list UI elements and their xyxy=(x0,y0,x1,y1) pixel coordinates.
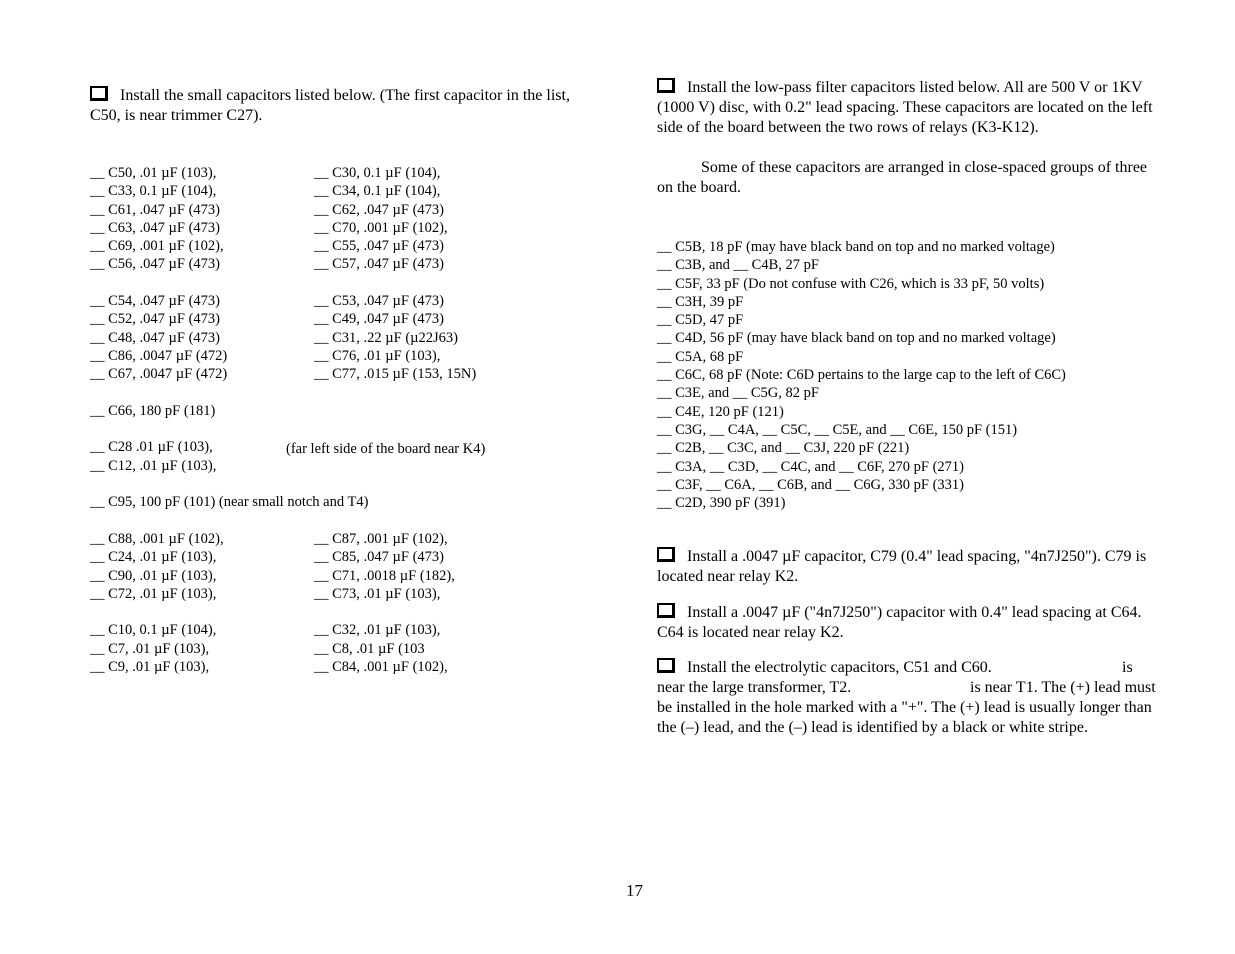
list-item: __ C72, .01 µF (103), xyxy=(90,585,217,602)
list-item: __ C4E, 120 pF (121) xyxy=(657,403,784,420)
list-item: __ C3A, __ C3D, __ C4C, and __ C6F, 270 pF (271) xyxy=(657,458,964,475)
list-spacer xyxy=(90,274,300,292)
list-item: __ C3B, and __ C4B, 27 pF xyxy=(657,257,819,274)
list-item: __ C5B, 18 pF (may have black band on top and no marked voltage) xyxy=(657,239,1055,255)
list-item: __ C85, .047 µF (473) xyxy=(314,549,444,566)
list-item: __ C3H, 39 pF xyxy=(657,293,744,310)
lowpass-instruction xyxy=(657,78,1162,138)
c64-instruction xyxy=(657,603,1162,643)
list-item: __ C63, .047 µF (473) xyxy=(90,219,220,236)
list-spacer xyxy=(90,384,300,402)
electrolytic-text-1: Install the electrolytic capacitors, C51 and C60. xyxy=(687,659,992,676)
list-item: __ C70, .001 µF (102), xyxy=(314,219,448,236)
list-item: __ C49, .047 µF (473) xyxy=(314,311,444,328)
list-item: __ C54, .047 µF (473) xyxy=(90,293,220,310)
list-item: __ C4D, 56 pF (may have black band on top and no marked voltage) xyxy=(657,330,1056,347)
list-spacer xyxy=(90,603,300,621)
list-item: __ C7, .01 µF (103), xyxy=(90,640,210,657)
list-item: __ C86, .0047 µF (472) xyxy=(90,347,228,364)
list-item: __ C2D, 390 pF (391) xyxy=(657,495,786,512)
c28-location-note: (far left side of the board near K4) xyxy=(286,440,486,457)
electrolytic-text-3: is near T1. The (+) lead must be installed in the hole marked with a "+". The (+) lead is usually longer than the (–) lead, and the (–) lead is identified by a black or white stripe. xyxy=(657,679,1156,736)
list-item: __ C71, .0018 µF (182), xyxy=(314,567,455,584)
small-capacitor-list-col1 xyxy=(90,164,369,676)
list-item: __ C2B, __ C3C, and __ C3J, 220 pF (221) xyxy=(657,440,910,457)
list-item: __ C52, .047 µF (473) xyxy=(90,311,220,328)
list-spacer xyxy=(90,475,300,493)
list-spacer xyxy=(314,384,534,402)
small-capacitors-text: Install the small capacitors listed below. (The first capacitor in the list, C50, is near trimmer C27). xyxy=(90,87,570,124)
list-item: __ C73, .01 µF (103), xyxy=(314,585,441,602)
list-spacer xyxy=(90,512,300,530)
page-number: 17 xyxy=(626,881,643,900)
lowpass-grouping-note xyxy=(657,158,1162,198)
list-item: __ C5A, 68 pF xyxy=(657,348,744,365)
electrolytic-text-2: near the large transformer, T2. xyxy=(657,679,852,696)
c79-instruction xyxy=(657,547,1162,587)
list-item: __ C95, 100 pF (101) (near small notch and T4) xyxy=(90,494,369,511)
list-item: __ C87, .001 µF (102), xyxy=(314,530,448,547)
list-item: __ C5D, 47 pF xyxy=(657,312,744,329)
small-capacitor-list-col2 xyxy=(314,164,534,676)
list-item: __ C67, .0047 µF (472) xyxy=(90,366,228,383)
lowpass-text: Install the low-pass filter capacitors listed below. All are 500 V or 1KV (1000 V) disc, with 0.2" lead spacing. These capacitors are located on the left side of the board between the two rows of relays (K3-K12). xyxy=(657,79,1153,136)
list-item: __ C3E, and __ C5G, 82 pF xyxy=(657,385,819,402)
list-item: __ C3F, __ C6A, __ C6B, and __ C6G, 330 pF (331) xyxy=(657,476,964,493)
small-capacitors-instruction xyxy=(90,86,590,126)
list-item: __ C76, .01 µF (103), xyxy=(314,347,441,364)
list-item: __ C90, .01 µF (103), xyxy=(90,567,217,584)
checkbox-small-capacitors[interactable] xyxy=(90,86,108,101)
list-item: __ C34, 0.1 µF (104), xyxy=(314,183,441,200)
list-item: __ C12, .01 µF (103), xyxy=(90,457,217,474)
lowpass-capacitor-list xyxy=(657,238,1157,512)
checkbox-lowpass[interactable] xyxy=(657,78,675,93)
list-spacer xyxy=(314,274,534,292)
electrolytic-is: is xyxy=(1122,659,1133,676)
list-item: __ C3G, __ C4A, __ C5C, __ C5E, and __ C6E, 150 pF (151) xyxy=(657,421,1018,438)
list-item: __ C31, .22 µF (µ22J63) xyxy=(314,329,458,346)
list-spacer xyxy=(314,475,534,493)
list-item: __ C84, .001 µF (102), xyxy=(314,659,448,676)
list-item: __ C62, .047 µF (473) xyxy=(314,201,444,218)
checkbox-electrolytic[interactable] xyxy=(657,658,675,673)
list-item: __ C55, .047 µF (473) xyxy=(314,238,444,255)
list-item: __ C6C, 68 pF (Note: C6D pertains to the large cap to the left of C6C) xyxy=(657,367,1066,384)
list-item: __ C57, .047 µF (473) xyxy=(314,256,444,273)
list-item: __ C10, 0.1 µF (104), xyxy=(90,622,217,639)
list-spacer xyxy=(314,420,534,438)
list-item: __ C61, .047 µF (473) xyxy=(90,201,220,218)
list-item: __ C56, .047 µF (473) xyxy=(90,256,220,273)
list-item: __ C9, .01 µF (103), xyxy=(90,659,210,676)
list-item: __ C48, .047 µF (473) xyxy=(90,329,220,346)
list-item: __ C32, .01 µF (103), xyxy=(314,622,441,639)
list-spacer xyxy=(314,493,534,511)
list-item: __ C88, .001 µF (102), xyxy=(90,530,224,547)
list-spacer xyxy=(314,603,534,621)
list-item: __ C30, 0.1 µF (104), xyxy=(314,165,441,181)
list-spacer xyxy=(90,420,300,438)
list-item: __ C69, .001 µF (102), xyxy=(90,238,224,255)
checkbox-c64[interactable] xyxy=(657,603,675,618)
list-item: __ C33, 0.1 µF (104), xyxy=(90,183,217,200)
c79-text: Install a .0047 µF capacitor, C79 (0.4" lead spacing, "4n7J250"). C79 is located near relay K2. xyxy=(657,548,1147,585)
list-item: __ C8, .01 µF (103 xyxy=(314,640,425,657)
electrolytic-instruction xyxy=(657,658,1162,758)
list-item: __ C24, .01 µF (103), xyxy=(90,549,217,566)
c64-text: Install a .0047 µF ("4n7J250") capacitor with 0.4" lead spacing at C64. C64 is located near relay K2. xyxy=(657,604,1142,641)
list-item: __ C53, .047 µF (473) xyxy=(314,293,444,310)
checkbox-c79[interactable] xyxy=(657,547,675,562)
lowpass-grouping-note-text: Some of these capacitors are arranged in close-spaced groups of three on the board. xyxy=(657,159,1148,196)
list-item: __ C66, 180 pF (181) xyxy=(90,402,216,419)
list-spacer xyxy=(314,457,534,475)
list-spacer xyxy=(314,402,534,420)
list-item: __ C5F, 33 pF (Do not confuse with C26, which is 33 pF, 50 volts) xyxy=(657,275,1045,292)
list-spacer xyxy=(314,512,534,530)
list-item: __ C77, .015 µF (153, 15N) xyxy=(314,366,477,383)
list-item: __ C28 .01 µF (103), xyxy=(90,439,213,456)
list-item: __ C50, .01 µF (103), xyxy=(90,165,217,181)
